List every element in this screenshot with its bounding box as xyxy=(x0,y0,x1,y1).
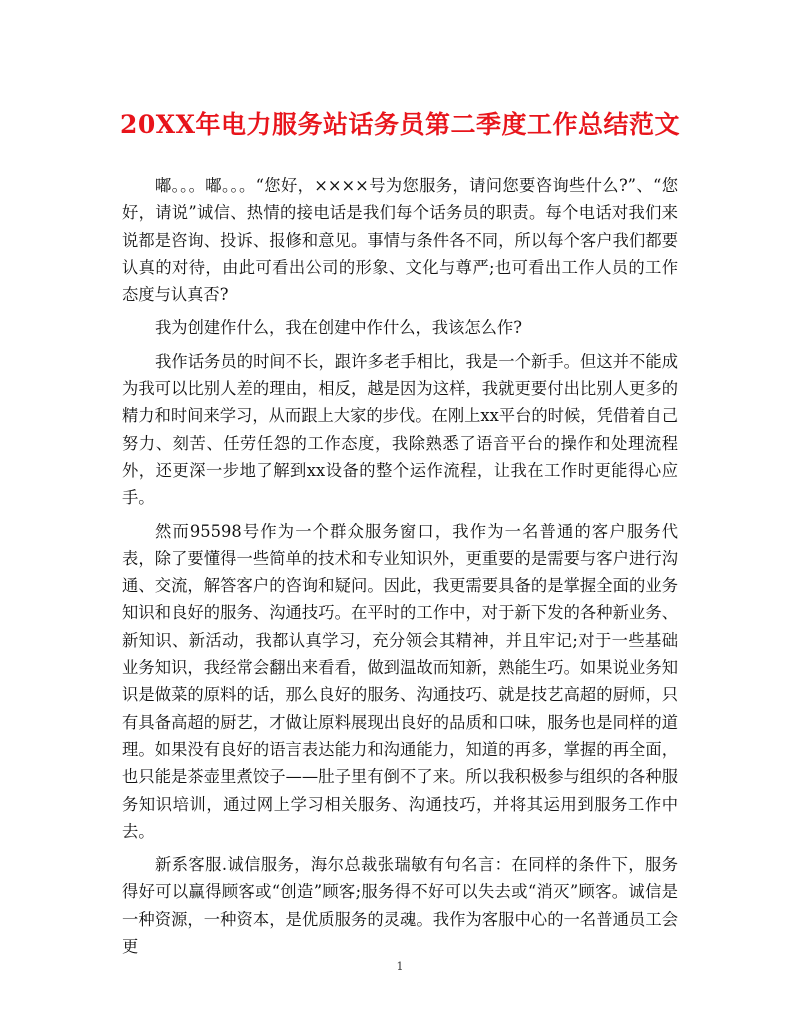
paragraph-1: 嘟。。。嘟。。。“您好，××××号为您服务，请问您要咨询些什么?”、“您好，请说”诚信、热情的接电话是我们每个话务员的职责。每个电话对我们来说都是咨询、投诉、报修和意见。事情与条件各不同，所以每个客户我们都要认真的对待，由此可看出公司的形象、文化与尊严;也可看出工作人员的工作态度与认真否? xyxy=(122,176,678,305)
document-body xyxy=(122,172,678,966)
paragraph-4: 然而95598号作为一个群众服务窗口，我作为一名普通的客户服务代表，除了要懂得一些简单的技术和专业知识外，更重要的是需要与客户进行沟通、交流，解答客户的咨询和疑问。因此，我更需要具备的是掌握全面的业务知识和良好的服务、沟通技巧。在平时的工作中，对于新下发的各种新业务、新知识、新活动，我都认真学习，充分领会其精神，并且牢记;对于一些基础业务知识，我经常会翻出来看看，做到温故而知新，熟能生巧。如果说业务知识是做菜的原料的话，那么良好的服务、沟通技巧、就是技艺高超的厨师，只有具备高超的厨艺，才做让原料展现出良好的品质和口味，服务也是同样的道理。如果没有良好的语言表达能力和沟通能力，知道的再多，掌握的再全面，也只能是茶壶里煮饺子——肚子里有倒不了来。所以我积极参与组织的各种服务知识培训，通过网上学习相关服务、沟通技巧，并将其运用到服务工作中去。 xyxy=(122,521,678,841)
paragraph-2: 我为创建作什么，我在创建中作什么，我该怎么作? xyxy=(155,318,522,338)
page-number: 1 xyxy=(396,960,404,973)
paragraph-3: 我作话务员的时间不长，跟许多老手相比，我是一个新手。但这并不能成为我可以比别人差的理由，相反，越是因为这样，我就更要付出比别人更多的精力和时间来学习，从而跟上大家的步伐。在刚上xx平台的时候，凭借着自己努力、刻苦、任劳任怨的工作态度，我除熟悉了语音平台的操作和处理流程外，还更深一步地了解到xx设备的整个运作流程，让我在工作时更能得心应手。 xyxy=(122,351,678,508)
paragraph-5: 新系客服.诚信服务，海尔总裁张瑞敏有句名言：在同样的条件下，服务得好可以赢得顾客或“创造”顾客;服务得不好可以失去或“消灭”顾客。诚信是一种资源，一种资本，是优质服务的灵魂。我作为客服中心的一名普通员工会更 xyxy=(122,855,678,957)
document-title: 20XX年电力服务站话务员第二季度工作总结范文 xyxy=(119,110,681,139)
